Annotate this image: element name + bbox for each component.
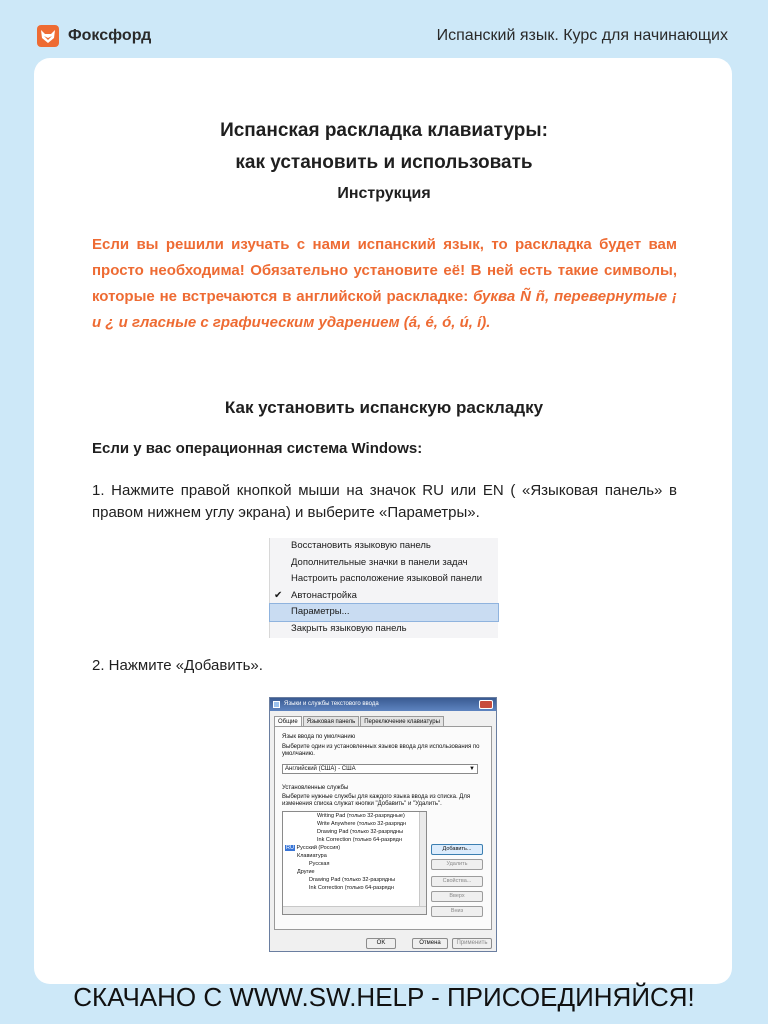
- ctx-item-label: Параметры...: [291, 606, 350, 618]
- section-title: Как установить испанскую раскладку: [224, 398, 544, 417]
- tree-item: Writing Pad (только 32-разрядные): [317, 813, 405, 819]
- ctx-item-label: Дополнительные значки в панели задач: [291, 556, 468, 568]
- doc-title-line2: как установить и использовать: [235, 152, 533, 173]
- download-banner[interactable]: СКАЧАНО С WWW.SW.HELP - ПРИСОЕДИНЯЙСЯ!: [73, 982, 695, 1012]
- checkmark-icon: ✔: [274, 589, 283, 601]
- cancel-button: Отмена: [412, 938, 448, 949]
- add-button: Добавить...: [431, 844, 483, 855]
- intro-italic-text: буква Ñ ñ, перевернутые ¡ и ¿ и гласные с графическим ударением (á, é, ó, ú, í).: [92, 288, 678, 331]
- move-down-button: Вниз: [431, 906, 483, 917]
- tree-item: Другие: [297, 869, 315, 875]
- fox-logo-icon: [36, 24, 60, 48]
- tree-item: Drawing Pad (только 32-разрядны: [309, 877, 396, 883]
- tree-horizontal-scrollbar: [283, 906, 427, 914]
- installed-desc: Выберите нужные службы для каждого языка ввода из списка. Для изменения списка служат кнопки "Добавить" и "Удалить".: [282, 794, 471, 807]
- tree-item: Клавиатура: [297, 853, 327, 859]
- default-lang-desc: Выберите один из установленных языков ввода для использования по умолчанию.: [282, 744, 480, 757]
- ctx-item-label: Настроить расположение языковой панели: [291, 573, 483, 585]
- default-lang-label: Язык ввода по умолчанию: [282, 734, 356, 740]
- ctx-item-position: [270, 571, 498, 588]
- close-icon: [479, 700, 493, 709]
- page-header: [0, 0, 768, 60]
- ctx-item-label: Закрыть языковую панель: [291, 622, 407, 634]
- default-lang-select: [282, 764, 478, 774]
- tree-item: Ink Correction (только 64-разрядн: [309, 885, 394, 891]
- ctx-item-autoconfig: [270, 588, 498, 605]
- tree-item: Write Anywhere (только 32-разрядн: [317, 821, 407, 827]
- logo-text: Фоксфорд: [68, 27, 152, 44]
- move-up-button: Вверх: [431, 891, 483, 902]
- foxford-logo[interactable]: [36, 24, 151, 48]
- keyboard-icon: [273, 701, 280, 708]
- default-lang-value: Английский (США) - США: [285, 766, 356, 772]
- properties-button: Свойства...: [431, 876, 483, 887]
- installed-label: Установленные службы: [282, 785, 349, 791]
- ok-button: OK: [366, 938, 396, 949]
- tree-item: Drawing Pad (только 32-разрядны: [317, 829, 404, 835]
- chevron-down-icon: ▼: [469, 766, 475, 772]
- ctx-item-restore: [270, 538, 498, 555]
- context-menu-screenshot: [269, 538, 498, 638]
- tree-item: Русская: [309, 861, 330, 867]
- tab-keyboard-switch: Переключение клавиатуры: [360, 716, 444, 726]
- ctx-item-settings: [270, 604, 498, 621]
- dialog-titlebar: [270, 698, 496, 711]
- ctx-item-extra-icons: [270, 555, 498, 572]
- tree-item-lang: [283, 844, 426, 852]
- doc-title-line1: Испанская раскладка клавиатуры:: [220, 120, 548, 141]
- languages-dialog-screenshot: [269, 697, 497, 952]
- lang-badge: RU: [286, 845, 294, 851]
- intro-text: Если вы решили изучать с нами испанский язык, то раскладка будет вам просто необходима! Обязательно установите её! В ней есть такие символы, которые не встречаются в английской раскладке:: [92, 236, 677, 305]
- step-1-text: 1. Нажмите правой кнопкой мыши на значок RU или EN ( «Языковая панель» в правом нижнем углу экрана) и выберите «Параметры».: [92, 482, 677, 521]
- course-title: Испанский язык. Курс для начинающих: [436, 27, 728, 44]
- apply-button: Применить: [452, 938, 492, 949]
- services-tree: [282, 811, 427, 915]
- step-2-text: 2. Нажмите «Добавить».: [92, 657, 263, 674]
- tree-vertical-scrollbar: [419, 812, 426, 908]
- tab-general: Общие: [274, 716, 302, 727]
- intro-paragraph: [92, 232, 677, 336]
- dialog-title: Языки и службы текстового ввода: [284, 701, 379, 707]
- os-label: Если у вас операционная система Windows:: [92, 440, 423, 457]
- doc-subtitle: Инструкция: [337, 185, 431, 202]
- ctx-item-label: Восстановить языковую панель: [291, 540, 431, 551]
- tree-item-label: Русский (Россия): [296, 845, 341, 851]
- ctx-item-close: [270, 621, 498, 638]
- tree-item: Ink Correction (только 64-разрядн: [317, 837, 402, 843]
- tab-language-bar: Языковая панель: [303, 716, 359, 726]
- ctx-item-label: Автонастройка: [291, 589, 357, 601]
- remove-button: Удалить: [431, 859, 483, 870]
